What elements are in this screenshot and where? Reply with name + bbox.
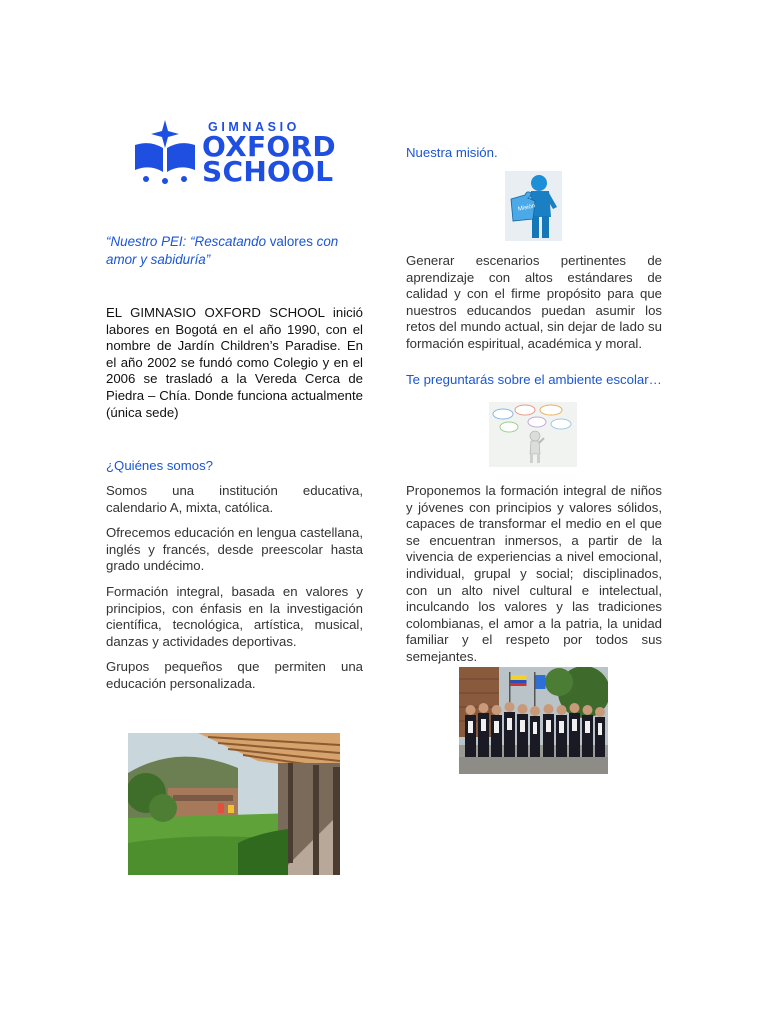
quienes-heading: ¿Quiénes somos? [106,458,214,473]
slogan [106,233,368,269]
mision-heading: Nuestra misión. [406,145,498,160]
corridor-garden-photo [128,733,340,875]
students-group-image [459,667,608,774]
book-star-icon [132,118,198,186]
thinking-person-icon [489,402,577,467]
logo-oxford: OXFORD [202,130,336,163]
ambiente-heading: Te preguntarás sobre el ambiente escolar… [406,372,662,387]
quienes-paragraph: Somos una institución educativa, calendario A, mixta, católica. [106,483,363,515]
quienes-content [106,483,363,702]
quienes-paragraph: Formación integral, basada en valores y principios, con énfasis en la investigación científica, tecnológica, artística, musical, danzas y actividades deportivas. [106,583,363,649]
school-logo [132,116,337,186]
logo-gimnasio: GIMNASIO [208,120,300,134]
puzzle-label: Misión [517,203,536,213]
logo-school: SCHOOL [202,155,334,188]
slogan-part2: valores [266,234,317,249]
quienes-paragraph: Grupos pequeños que permiten una educación personalizada. [106,659,363,691]
quienes-paragraph: Ofrecemos educación en lengua castellana, inglés y francés, desde preescolar hasta grado undécimo. [106,525,363,574]
mision-puzzle-image [505,171,562,241]
slogan-part1: “Nuestro PEI: “Rescatando [106,234,267,249]
corridor-garden-image [128,733,340,875]
speech-bubbles-image [489,402,577,467]
students-photo [459,667,608,774]
ambiente-paragraph: Proponemos la formación integral de niños y jóvenes con principios y valores sólidos, capaces de transformar el medio en el que se encuentran inmersos, a partir de la vivencia de experiencias a nivel emocional, individual, grupal y social; disciplinados, con un alto nivel cultural e intelectual, inculcando los valores y las tradiciones colombianas, el amor a la patria, la unidad familiar y el respeto por todos sus semejantes. [406,483,662,664]
history-paragraph: EL GIMNASIO OXFORD SCHOOL inició labores en Bogotá en el año 1990, con el nombre de Jardín Children’s Paradise. En el año 2002 se fundó como Colegio y en el 2006 se trasladó a la Vereda Cerca de Piedra – Chía. Donde funciona actualmente (única sede) [106,305,363,420]
mision-paragraph: Generar escenarios pertinentes de aprendizaje con altos estándares de calidad y con el firme propósito para que nuestros educandos puedan asumir los retos del mundo actual, sin dejar de lado su formación espiritual, académica y moral. [406,253,662,351]
slogan-part3: con amor y sabiduría” [106,234,339,267]
